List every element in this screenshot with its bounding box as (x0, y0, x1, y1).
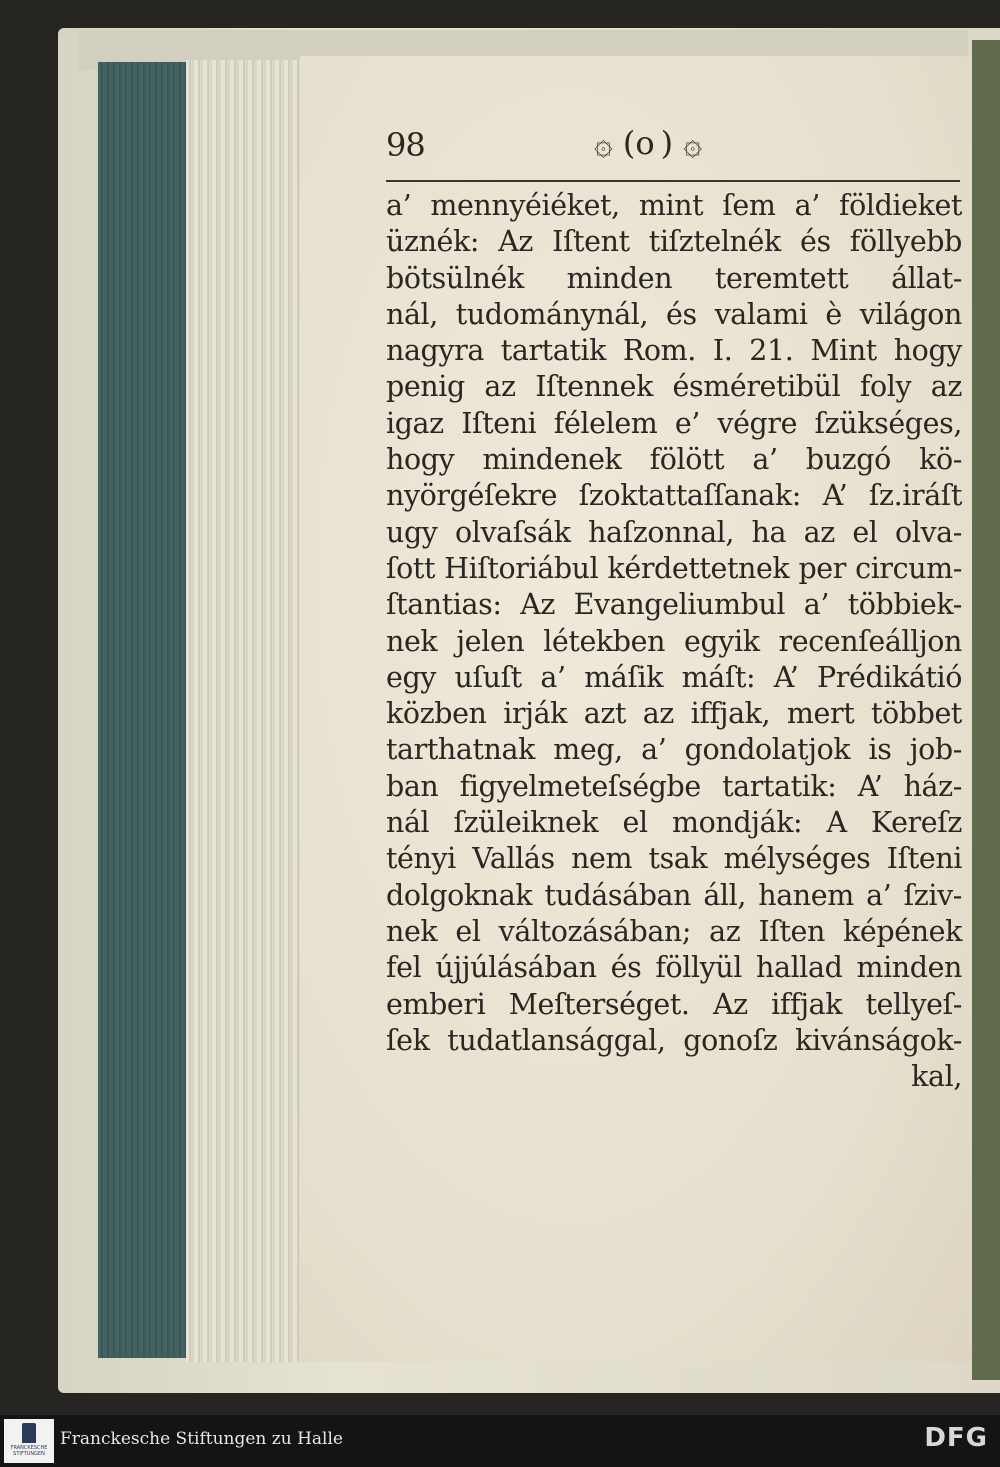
text-line: ſott Hiſtoriábul kérdettetnek per circum- (386, 551, 962, 585)
text-block (386, 188, 966, 1095)
logo-text: FRANCKESCHE STIFTUNGEN (10, 1445, 48, 1457)
institution-name[interactable]: Franckesche Stiftungen zu Halle (60, 1429, 343, 1449)
text-line: nál ſzüleiknek el mondják: A Kereſz (386, 806, 962, 840)
text-line: nál, tudománynál, és valami è világon (386, 297, 962, 331)
header-ornament: ۞ (o) ۞ (594, 124, 703, 162)
viewer-footer (0, 1415, 1000, 1467)
text-line: nyörgéſekre ſzoktattaſſanak: A’ ſz.iráſt (386, 479, 962, 513)
text-line: emberi Meſterséget. Az iffjak tellyeſ- (386, 987, 962, 1021)
text-line: üznék: Az Iſtent tiſztelnék és föllyebb (386, 225, 962, 259)
text-line: bötsülnék minden teremtett állat- (386, 261, 962, 295)
book-edge-stained (98, 62, 190, 1358)
text-line: ſtantias: Az Evangeliumbul a’ többiek- (386, 588, 962, 622)
institution-logo[interactable] (4, 1419, 54, 1463)
header-rule (386, 180, 960, 182)
text-line: fel újjúlásában és föllyül hallad minden (386, 951, 962, 985)
text-line: igaz Iſteni félelem e’ végre ſzükséges, (386, 406, 962, 440)
catchword: kal, (911, 1060, 962, 1094)
text-line: penig az Iſtennek ésméretibül foly az (386, 370, 962, 404)
board-edge (972, 40, 1000, 1380)
text-line: ban figyelmeteſségbe tartatik: A’ ház- (386, 769, 962, 803)
text-line: tarthatnak meg, a’ gondolatjok is job- (386, 733, 962, 767)
page-number: 98 (386, 126, 425, 164)
text-line: egy uſuſt a’ máſik máſt: A’ Prédikátió (386, 660, 962, 694)
text-line: hogy mindenek fölött a’ buzgó kö- (386, 443, 962, 477)
text-line: ſek tudatlansággal, gonoſz kivánságok- (386, 1023, 962, 1057)
text-line: nagyra tartatik Rom. I. 21. Mint hogy (386, 334, 962, 368)
page-stack (186, 60, 304, 1362)
text-line: nek jelen létekben egyik recenſeálljon (386, 624, 962, 658)
emblem-icon (22, 1423, 36, 1443)
text-line: dolgoknak tudásában áll, hanem a’ ſziv- (386, 878, 962, 912)
text-line: nek el változásában; az Iſten képének (386, 914, 962, 948)
text-line: közben irják azt az iffjak, mert többet (386, 697, 962, 731)
text-line: tényi Vallás nem tsak mélységes Iſteni (386, 842, 962, 876)
text-line: ugy olvaſsák haſzonnal, ha az el olva- (386, 515, 962, 549)
page-header (386, 118, 964, 178)
page-content (386, 118, 964, 1094)
text-line: a’ mennyéiéket, mint ſem a’ földieket (386, 189, 962, 222)
dfg-logo[interactable]: DFG (924, 1423, 988, 1453)
